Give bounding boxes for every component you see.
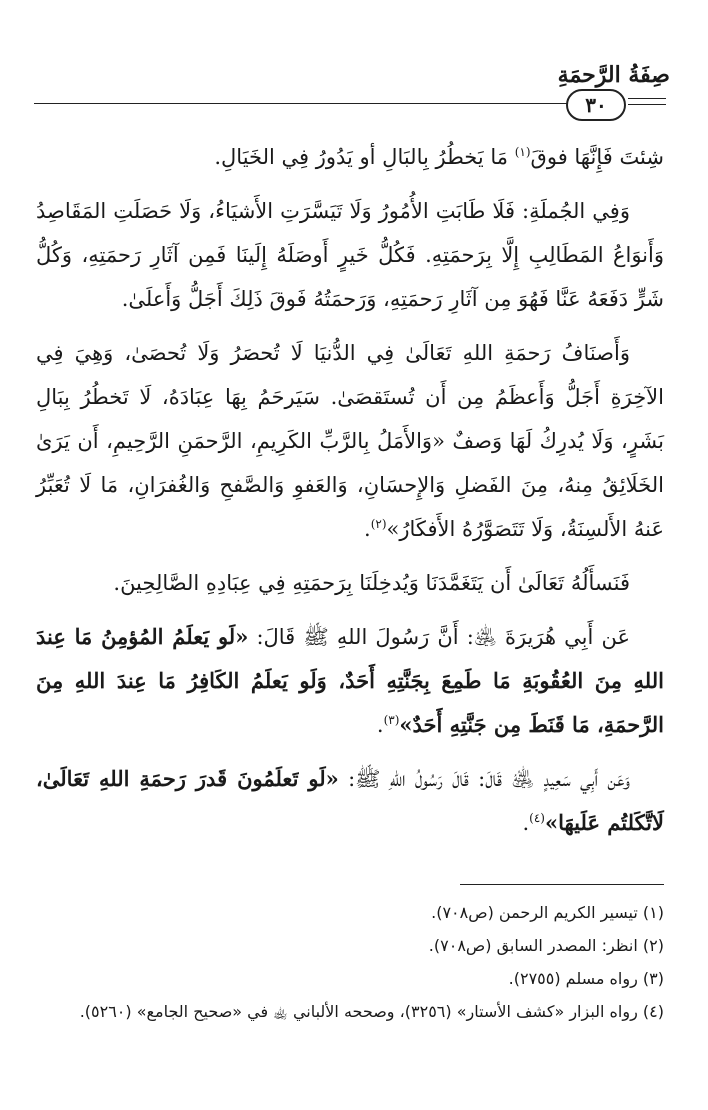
paragraph-1 (36, 135, 664, 179)
double-rule-top (628, 98, 666, 99)
paragraph-2: وَفِي الجُملَةِ: فَلَا طَابَتِ الأُمُورُ وَلَا تَيَسَّرَتِ الأَشيَاءُ، وَلَا حَصَلَتِ المَقَاصِدُ وَأَنوَاعُ المَطَالِبِ إِلَّا بِرَحمَتِهِ. فَكُلُّ خَيرٍ أَوصَلَهُ إِلَينَا فَمِن آثَارِ رَحمَتِهِ، وَكُلُّ شَرٍّ دَفَعَهُ عَنَّا فَهُوَ مِن آثَارِ رَحمَتِهِ، وَرَحمَتُهُ فَوقَ ذَلِكَ أَجَلُّ وَأَعلَىٰ. (36, 199, 664, 311)
main-text (36, 135, 664, 855)
hadith-1-text: «لَو يَعلَمُ المُؤمِنُ مَا عِندَ اللهِ مِنَ العُقُوبَةِ مَا طَمِعَ بِجَنَّتِهِ أَحَدٌ، وَلَو يَعلَمُ الكَافِرُ مَا عِندَ اللهِ مِنَ الرَّحمَةِ، مَا قَنَطَ مِن جَنَّتِهِ أَحَدٌ» (36, 624, 664, 737)
paragraph-4: فَنَسأَلُهُ تَعَالَىٰ أَن يَتَغَمَّدَنَا وَيُدخِلَنَا بِرَحمَتِهِ فِي عِبَادِهِ الصَّالِحِينَ. (113, 571, 630, 595)
hadith-2-text: «لَو تَعلَمُونَ قَدرَ رَحمَةِ اللهِ تَعَالَىٰ، لَاتَّكَلتُم عَلَيهَا» (36, 766, 664, 835)
page-number: ٣٠ (566, 89, 626, 121)
footnote-ref-4: (٤) (529, 811, 545, 825)
running-title: صِفَةُ الرَّحمَةِ (557, 62, 670, 88)
footnotes (40, 896, 664, 1028)
header-rule (34, 103, 622, 104)
hadith-1-intro: عَن أَبِي هُرَيرَةَ ﵁: أَنَّ رَسُولَ اللهِ ﷺ قَالَ: (248, 625, 630, 649)
double-rule-bottom (628, 104, 666, 105)
paragraph-3 (36, 331, 664, 551)
footnote-1: (١) تيسير الكريم الرحمن (ص٧٠٨). (431, 903, 664, 922)
footnote-ref-2: (٢) (370, 517, 387, 531)
footnote-ref-1: (١) (514, 145, 531, 159)
paragraph-1-text-end: مَا يَخطُرُ بِالبَالِ أو يَدُورُ فِي الخَيَالِ. (214, 145, 515, 169)
paragraph-6-end: . (522, 811, 530, 835)
page-header (0, 0, 708, 130)
paragraph-1-text: شِئتَ فَإِنَّهَا فوقَ (530, 145, 664, 169)
paragraph-5-end: . (376, 713, 384, 737)
footnote-separator (460, 884, 664, 885)
paragraph-5 (36, 615, 664, 747)
hadith-2-intro: وَعَن أَبِي سَعِيدٍ ﵁ قَالَ: قَالَ رَسُولُ اللهِ ﷺ: (338, 767, 630, 791)
paragraph-3-text: وَأَصنَافُ رَحمَةِ اللهِ تَعَالَىٰ فِي الدُّنيَا لَا تُحصَرُ وَلَا تُحصَىٰ، وَهِيَ فِي الآخِرَةِ أَجَلُّ وَأَعظَمُ مِن أَن تُستَقصَىٰ. سَيَرحَمُ بِهَا عِبَادَهُ، لَا تَخطُرُ بِبَالِ بَشَرٍ، وَلَا يُدرِكُ لَهَا وَصفٌ «وَالأَمَلُ بِالرَّبِّ الكَرِيمِ، الرَّحمَنِ الرَّحِيمِ، أَن يَرَىٰ الخَلَائِقُ مِنهُ، مِنَ الفَضلِ وَالإِحسَانِ، وَالعَفوِ وَالصَّفحِ وَالغُفرَانِ، مَا لَا تُعَبِّرُ عَنهُ الأَلسِنَةُ، وَلَا تَتَصَوَّرُهُ الأَفكَارُ» (36, 341, 664, 541)
footnote-4: (٤) رواه البزار «كشف الأستار» (٣٢٥٦)، وصححه الألباني ﵀ في «صحيح الجامع» (٥٢٦٠). (79, 1002, 664, 1021)
footnote-ref-3: (٣) (383, 713, 400, 727)
paragraph-6 (36, 757, 664, 845)
footnote-3: (٣) رواه مسلم (٢٧٥٥). (508, 969, 664, 988)
footnote-2: (٢) انظر: المصدر السابق (ص٧٠٨). (428, 936, 664, 955)
paragraph-3-end: . (364, 517, 371, 541)
